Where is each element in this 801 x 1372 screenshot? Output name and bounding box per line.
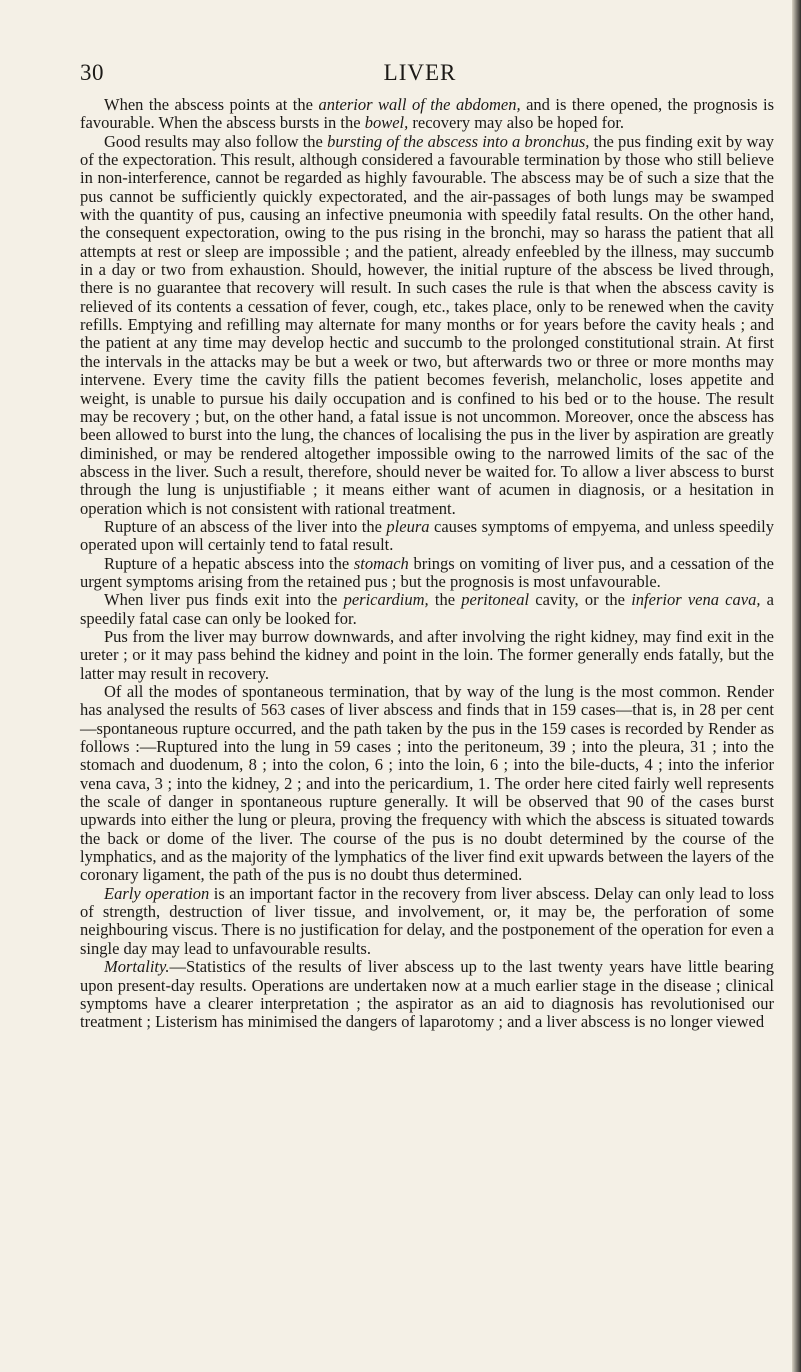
running-title: LIVER xyxy=(383,60,457,85)
text-run: Of all the modes of spontaneous termination, that by way of the lung is the most common. Render has analysed the results of 563 cases of liver abscess and finds that in 159 cases—that is, in 28 per cent—spontaneous rupture occurred, and the path taken by the pus in the 159 cases is recorded by Render as follows :—Ruptured into the lung in 59 cases ; into the peritoneum, 39 ; into the pleura, 31 ; into the stomach and duodenum, 8 ; into the colon, 6 ; into the loin, 6 ; into the bile-ducts, 4 ; into the inferior vena cava, 3 ; into the kidney, 2 ; and into the pericardium, 1. The order here cited fairly well represents the scale of danger in spontaneous rupture generally. It will be observed that 90 of the cases burst upwards into either the lung or pleura, proving the frequency with which the abscess is situated towards the back or dome of the liver. The course of the pus is no doubt determined by the course of the lymphatics, and as the majority of the lymphatics of the liver find exit upwards between the layers of the coronary ligament, the path of the pus is no doubt thus determined. xyxy=(80,682,774,885)
text-run: When the abscess points at the xyxy=(104,95,319,114)
text-run: Pus from the liver may burrow downwards, and after involving the right kidney, may find exit in the ureter ; or it may pass behind the kidney and point in the loin. The former generally ends fatally, but the latter may result in recovery. xyxy=(80,626,774,683)
text-run: causes symptoms of empyema, and unless speedily operated upon will certainly tend to fatal result. xyxy=(80,516,774,555)
text-run: Rupture of a hepatic abscess into the xyxy=(104,553,354,573)
text-run: cavity, or the xyxy=(529,590,632,610)
paragraph xyxy=(80,591,774,628)
paragraph xyxy=(80,555,774,592)
text-run: and is there opened, the prognosis is favourable. When the abscess bursts in the xyxy=(80,95,774,133)
page-number: 30 xyxy=(80,60,104,85)
text-run: the xyxy=(428,590,462,610)
paragraph xyxy=(80,518,774,555)
text-run: Rupture of an abscess of the liver into the xyxy=(104,516,387,536)
text-run: When liver pus finds exit into the xyxy=(104,590,344,610)
italic-phrase: anterior wall of the abdomen, xyxy=(318,95,521,114)
italic-phrase: bowel, xyxy=(364,113,409,133)
text-run: Good results may also follow the xyxy=(104,131,328,151)
paragraph xyxy=(80,628,774,683)
paragraph xyxy=(80,96,774,133)
paragraph xyxy=(80,133,774,518)
italic-phrase: Mortality. xyxy=(104,957,170,977)
paragraph xyxy=(80,683,774,885)
text-run: —Statistics of the results of liver abscess up to the last twenty years have little bearing upon present-day results. Operations are undertaken now at a much earlier stage in the disease ; clinical symptoms have a clearer interpretation ; the aspirator as an aid to diagnosis has revolutionised our treatment ; Listerism has minimised the dangers of laparotomy ; and a liver abscess is no longer viewed xyxy=(80,957,774,1032)
italic-phrase: pericardium, xyxy=(343,590,429,610)
italic-phrase: bursting of the abscess into a bronchus, xyxy=(327,131,590,151)
text-run: brings on vomiting of liver pus, and a cessation of the urgent symptoms arising from the retained pus ; but the prognosis is most unfavourable. xyxy=(80,553,774,591)
body-text xyxy=(80,96,774,1032)
italic-phrase: pleura xyxy=(386,516,430,536)
page-header xyxy=(80,60,760,90)
paragraph xyxy=(80,958,774,1031)
text-run: a speedily fatal case can only be looked for. xyxy=(80,590,775,628)
italic-phrase: inferior vena cava, xyxy=(631,590,761,610)
text-run: is an important factor in the recovery from liver abscess. Delay can only lead to loss of strength, destruction of liver tissue, and involvement, or, it may be, the perforation of some neighbouring viscus. There is no justification for delay, and the postponement of the operation for even a single day may lead to unfavourable results. xyxy=(80,883,774,958)
page-edge-shadow xyxy=(792,0,801,1372)
text-run: the pus finding exit by way of the expectoration. This result, although considered a favourable termination by those who still believe in non-interference, cannot be regarded as highly favourable. The abscess may be of such a size that the pus cannot be sufficiently quickly expectorated, and the air-passages of both lungs may be swamped with the quantity of pus, causing an infective pneumonia with speedily fatal results. On the other hand, the consequent expectoration, owing to the pus rising in the bronchi, may so harass the patient that all attempts at rest or sleep are impossible ; and the patient, already enfeebled by the illness, may succumb in a day or two from exhaustion. Should, however, the initial rupture of the abscess be lived through, there is no guarantee that recovery will result. In such cases the rule is that when the abscess cavity is relieved of its contents a cessation of fever, cough, etc., takes place, only to be renewed when the cavity refills. Emptying and refilling may alternate for many months or for years before the cavity heals ; and the patient at any time may develop hectic and succumb to the prolonged constitutional strain. At first the intervals in the attacks may be but a week or two, but afterwards two or three or more months may intervene. Every time the cavity fills the patient becomes feverish, melancholic, loses appetite and weight, is unable to pursue his daily occupation and is confined to his bed or to the house. The result may be recovery ; but, on the other hand, a fatal issue is not uncommon. Moreover, once the abscess has been allowed to burst into the lung, the chances of localising the pus in the liver by aspiration are greatly diminished, or may be rendered altogether impossible owing to the narrowed limits of the sac of the abscess in the liver. Such a result, therefore, should never be waited for. To allow a liver abscess to burst through the lung is unjustifiable ; it means either want of acumen in diagnosis, or a hesitation in operation which is not consistent with rational treatment. xyxy=(80,131,774,518)
italic-phrase: peritoneal xyxy=(461,590,530,610)
text-run: recovery may also be hoped for. xyxy=(408,113,625,133)
italic-phrase: stomach xyxy=(353,553,409,573)
paragraph xyxy=(80,885,774,958)
italic-phrase: Early operation xyxy=(104,883,210,903)
